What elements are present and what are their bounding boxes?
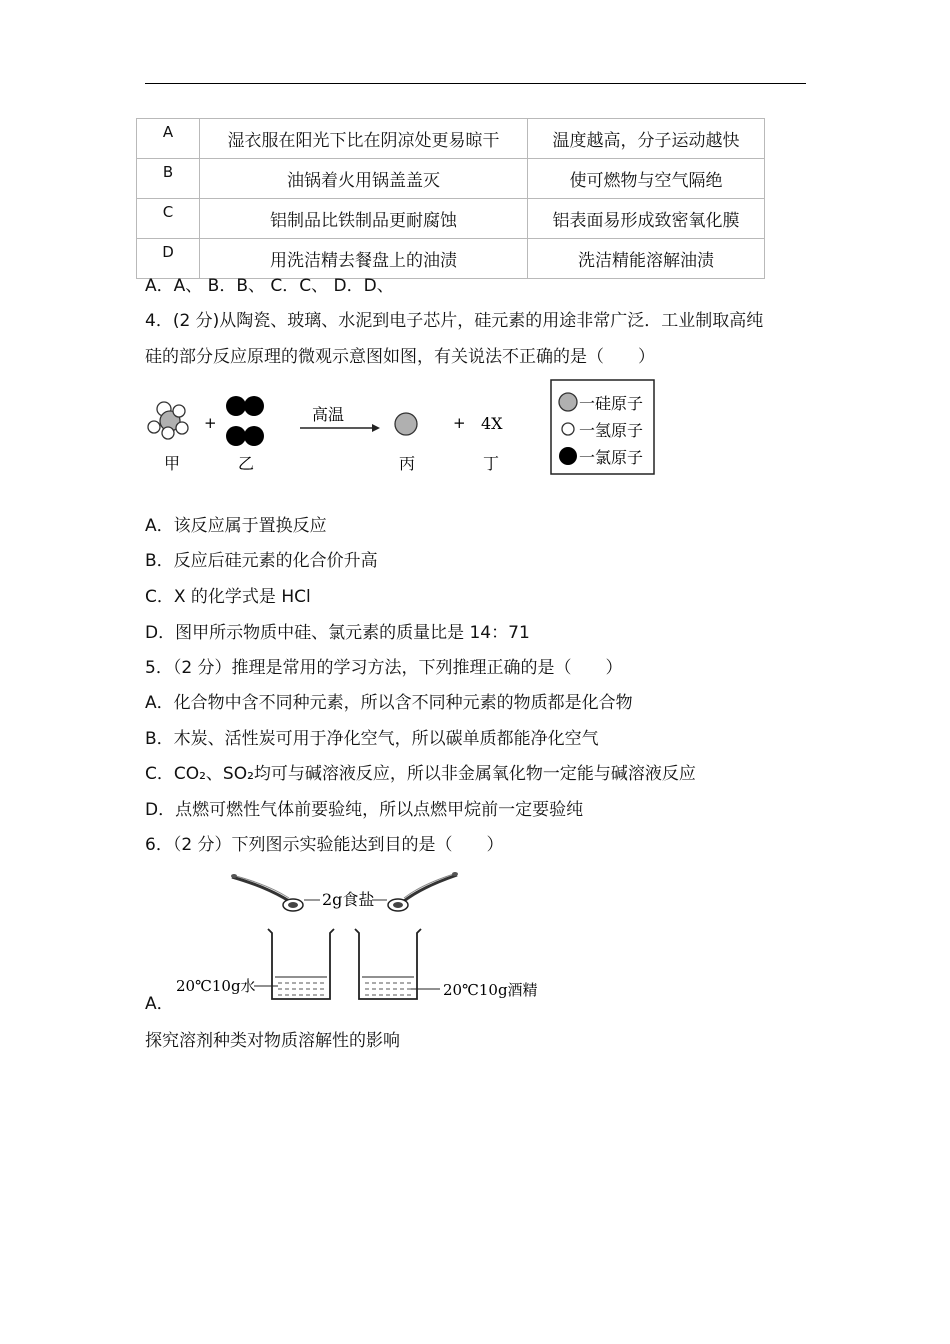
legend-silicon: 一硅原子 (579, 394, 644, 413)
row-explanation: 洗洁精能溶解油渍 (528, 239, 765, 279)
row-key: C (137, 199, 200, 239)
options-table (136, 118, 765, 279)
hydrogen-atom (148, 421, 160, 433)
reaction-diagram (140, 376, 660, 486)
q5-option-c: C．CO₂、SO₂均可与碱溶液反应，所以非金属氧化物一定能与碱溶液反应 (145, 764, 696, 784)
hydrogen-atom (173, 405, 185, 417)
beaker-icon (268, 929, 334, 999)
legend-hydrogen: 一氢原子 (579, 421, 644, 440)
q6-option-a-caption: 探究溶剂种类对物质溶解性的影响 (145, 1031, 400, 1051)
hydrogen-atom (162, 427, 174, 439)
chlorine-atom (244, 396, 264, 416)
q4-option-b: B．反应后硅元素的化合价升高 (145, 551, 378, 571)
row-key: D (137, 239, 200, 279)
arrow-head-icon (372, 424, 380, 432)
left-beaker-label: 20℃10g水 (176, 977, 256, 995)
right-beaker-label: 20℃10g酒精 (443, 981, 538, 999)
spoon-icon (388, 872, 458, 911)
diagram-legend (551, 380, 654, 474)
legend-chlorine: 一氯原子 (579, 448, 644, 467)
row-phenomenon: 湿衣服在阳光下比在阴凉处更易晾干 (200, 119, 528, 159)
q6-stem: 6．（2 分）下列图示实验能达到目的是（ ） (145, 835, 504, 855)
chlorine-atom (559, 447, 577, 465)
q4-option-d: D．图甲所示物质中硅、氯元素的质量比是 14：71 (145, 623, 530, 643)
label-bing: 丙 (399, 454, 416, 473)
q4-stem-line1: 4．(2 分)从陶瓷、玻璃、水泥到电子芯片，硅元素的用途非常广泛．工业制取高纯 (145, 311, 764, 331)
silicon-atom (395, 413, 417, 435)
row-key: B (137, 159, 200, 199)
row-explanation: 使可燃物与空气隔绝 (528, 159, 765, 199)
chlorine-atom (226, 396, 246, 416)
row-explanation: 温度越高，分子运动越快 (528, 119, 765, 159)
row-phenomenon: 用洗洁精去餐盘上的油渍 (200, 239, 528, 279)
molecule-yi (226, 396, 264, 446)
q6-figure (172, 865, 542, 1005)
salt-label: 2g食盐 (322, 890, 375, 909)
silicon-atom (559, 393, 577, 411)
spoon-icon (231, 874, 303, 911)
q5-option-b: B．木炭、活性炭可用于净化空气，所以碳单质都能净化空气 (145, 729, 599, 749)
q3-choices: A．A、 B．B、 C．C、 D．D、 (145, 276, 394, 296)
header-rule (145, 83, 806, 84)
table-row (137, 159, 765, 199)
chlorine-atom (244, 426, 264, 446)
hydrogen-atom (562, 423, 574, 435)
q4-stem-line2: 硅的部分反应原理的微观示意图如图，有关说法不正确的是（ ） (145, 347, 655, 367)
q4-option-a: A．该反应属于置换反应 (145, 516, 327, 536)
label-yi: 乙 (238, 454, 255, 473)
q6-option-a-label: A． (145, 994, 174, 1014)
table-row (137, 119, 765, 159)
reaction-condition: 高温 (312, 405, 345, 424)
row-phenomenon: 铝制品比铁制品更耐腐蚀 (200, 199, 528, 239)
hydrogen-atom (176, 422, 188, 434)
plus-sign: + (204, 414, 217, 432)
row-key: A (137, 119, 200, 159)
row-phenomenon: 油锅着火用锅盖盖灭 (200, 159, 528, 199)
q5-stem: 5．（2 分）推理是常用的学习方法，下列推理正确的是（ ） (145, 658, 623, 678)
table-row (137, 199, 765, 239)
product-coefficient: 4X (481, 414, 503, 433)
chlorine-atom (226, 426, 246, 446)
label-ding: 丁 (483, 454, 500, 473)
q5-option-d: D．点燃可燃性气体前要验纯，所以点燃甲烷前一定要验纯 (145, 800, 584, 820)
label-jia: 甲 (164, 454, 181, 473)
plus-sign: + (453, 414, 466, 432)
row-explanation: 铝表面易形成致密氧化膜 (528, 199, 765, 239)
q5-option-a: A．化合物中含不同种元素，所以含不同种元素的物质都是化合物 (145, 693, 633, 713)
molecule-jia (148, 402, 188, 439)
q4-option-c: C．X 的化学式是 HCl (145, 587, 311, 607)
